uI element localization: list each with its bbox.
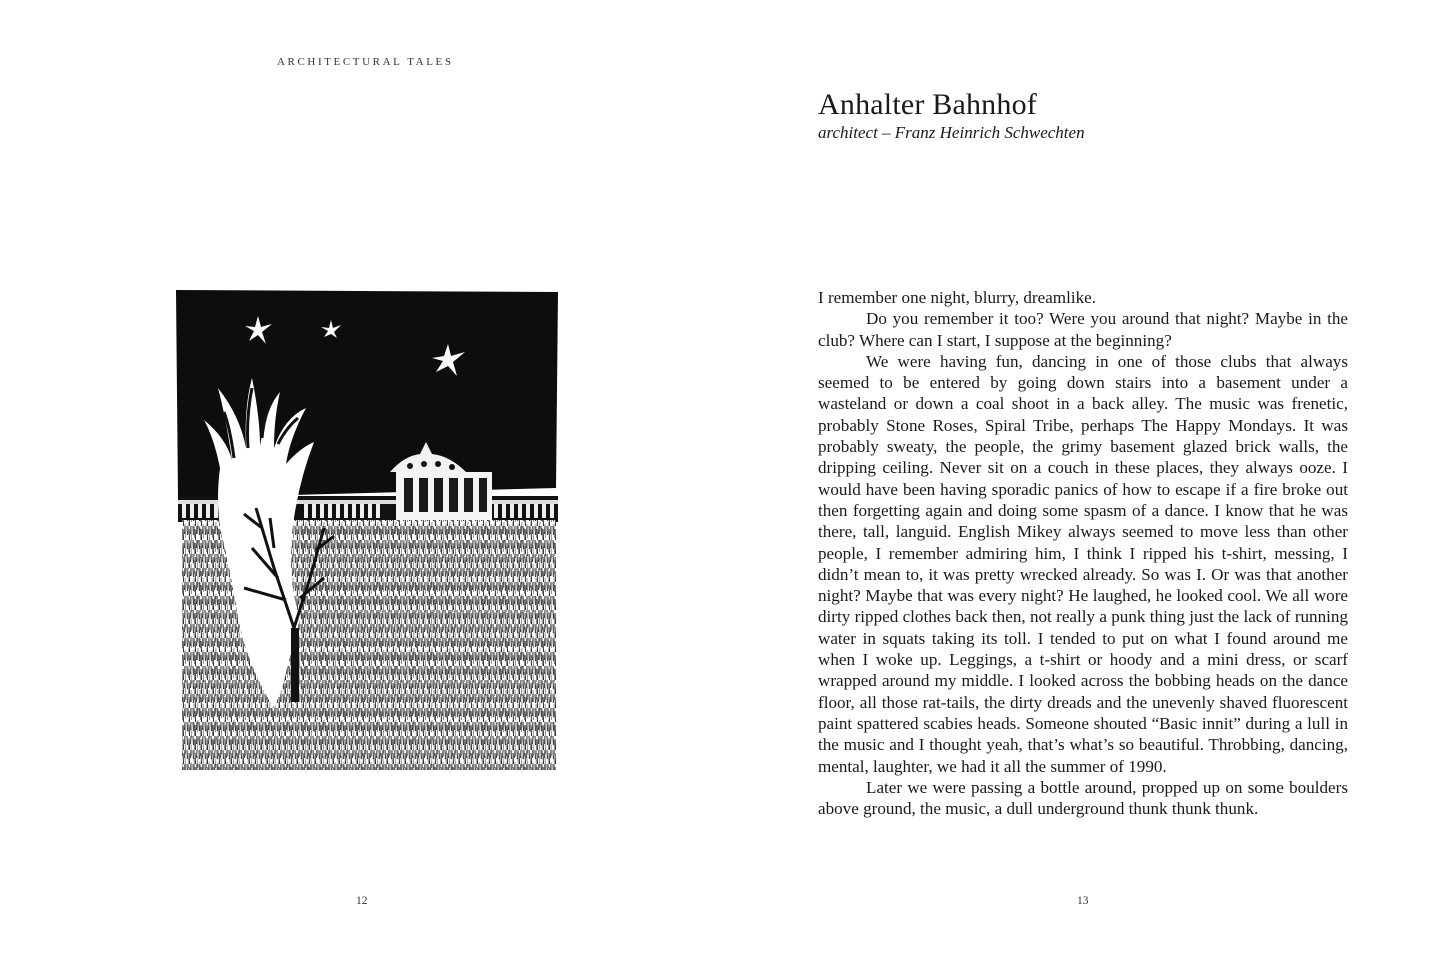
- left-page: [0, 0, 722, 963]
- chapter-title: Anhalter Bahnhof: [818, 88, 1037, 121]
- illustration: [174, 288, 560, 774]
- running-head: ARCHITECTURAL TALES: [277, 56, 454, 68]
- paragraph: I remember one night, blurry, dreamlike.: [818, 288, 1096, 307]
- body-text: [818, 287, 1348, 819]
- paragraph: Do you remember it too? Were you around that night? Maybe in the club? Where can I start, I suppose at the beginning?: [818, 309, 1348, 350]
- page-number: 13: [1077, 895, 1089, 907]
- right-page: [722, 0, 1445, 963]
- chapter-subtitle: architect – Franz Heinrich Schwechten: [818, 123, 1085, 142]
- paragraph: We were having fun, dancing in one of those clubs that always seemed to be entered by going down stairs into a basement under a wasteland or down a coal shoot in a back alley. The music was frenetic, probably Stone Roses, Spiral Tribe, perhaps The Happy Mondays. It was probably sweaty, the people, the grimy basement glazed brick walls, the dripping ceiling. Never sit on a couch in these places, they always ooze. I would have been having sporadic panics of how to escape if a fire broke out then forgetting again and doing some spasm of a dance. I know that he was there, tall, languid. English Mikey always seemed to move less than other people, I remember admiring him, I think I ripped his t-shirt, messing, I didn’t mean to, it was pretty wrecked already. So was I. Or was that another night? Maybe that was every night? He laughed, he looked cool. We all wore dirty ripped clothes back then, not really a punk thing just the lack of running water in squats taking its toll. I tended to put on what I found around me when I woke up. Leggings, a t-shirt or hoody and a mini dress, or scarf wrapped around my middle. I looked across the bobbing heads on the dance floor, all those rat-tails, the dirty dreads and the unevenly shaved fluorescent paint spattered scabies heads. Someone shouted “Basic innit” during a lull in the music and I thought yeah, that’s what’s so beautiful. Throbbing, dancing, mental, laughter, we had it all the summer of 1990.: [818, 351, 1348, 776]
- page-number: 12: [356, 895, 368, 907]
- paragraph: Later we were passing a bottle around, propped up on some boulders above ground, the music, a dull underground thunk thunk thunk.: [818, 777, 1348, 819]
